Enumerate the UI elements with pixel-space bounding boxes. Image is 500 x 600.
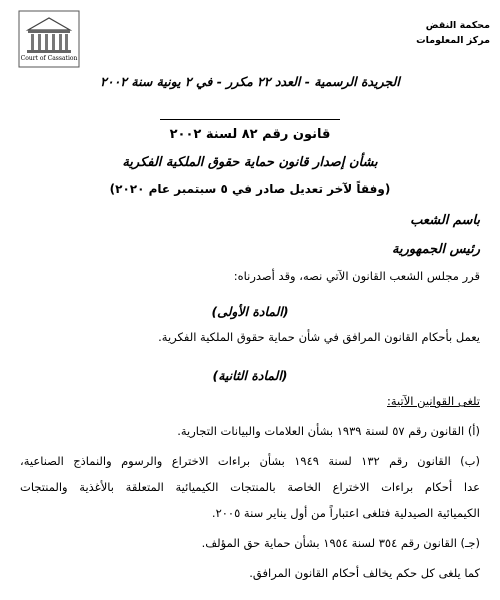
article-2-item-b xyxy=(20,448,480,526)
law-title: قانون رقم ٨٢ لسنة ٢٠٠٢ xyxy=(169,127,331,142)
gazette-line: الجريدة الرسمية - العدد ٢٢ مكرر - في ٢ يونية سنة ٢٠٠٢ xyxy=(100,74,400,89)
article-2-item-b-line-1: (ب) القانون رقم ١٣٢ لسنة ١٩٤٩ بشأن براءات الاختراع والرسوم والنماذج الصناعية، xyxy=(20,454,480,468)
separator-rule xyxy=(160,119,340,120)
preamble: قرر مجلس الشعب القانون الآتي نصه، وقد أصدرناه: xyxy=(233,269,480,283)
amendment-note: (وفقاً لآخر تعديل صادر في ٥ سبتمبر عام ٢٠٢٠) xyxy=(109,182,391,196)
in-name-of-people: باسم الشعب xyxy=(410,213,480,228)
court-header xyxy=(415,18,490,48)
article-1-text: يعمل بأحكام القانون المرافق في شأن حماية حقوق الملكية الفكرية. xyxy=(158,330,480,344)
article-2-closing: كما يلغى كل حكم يخالف أحكام القانون المرافق. xyxy=(249,566,480,580)
court-logo xyxy=(18,10,80,68)
court-name: محكمة النقض xyxy=(425,20,490,31)
article-2-heading: (المادة الثانية) xyxy=(212,368,288,383)
article-2-item-b-line-3: الكيميائية الصيدلية فتلغى اعتباراً من أول يناير سنة ٢٠٠٥. xyxy=(211,506,480,520)
president-heading: رئيس الجمهورية xyxy=(392,242,480,257)
article-2-item-a: (أ) القانون رقم ٥٧ لسنة ١٩٣٩ بشأن العلامات والبيانات التجارية. xyxy=(177,424,480,438)
law-subject: بشأن إصدار قانون حماية حقوق الملكية الفكرية xyxy=(122,155,378,170)
info-center-name: مركز المعلومات xyxy=(416,35,490,46)
article-2-intro: تلغى القوانين الآتية: xyxy=(387,394,480,408)
article-2-item-b-line-2: عدا أحكام براءات الاختراع الخاصة بالمنتجات الكيميائية المتعلقة بالأغذية والمنتجات xyxy=(20,480,480,494)
article-2-item-c: (جـ) القانون رقم ٣٥٤ لسنة ١٩٥٤ بشأن حماية حق المؤلف. xyxy=(201,536,480,550)
logo-caption: Court of Cassation xyxy=(20,55,78,62)
article-1-heading: (المادة الأولى) xyxy=(211,304,289,319)
